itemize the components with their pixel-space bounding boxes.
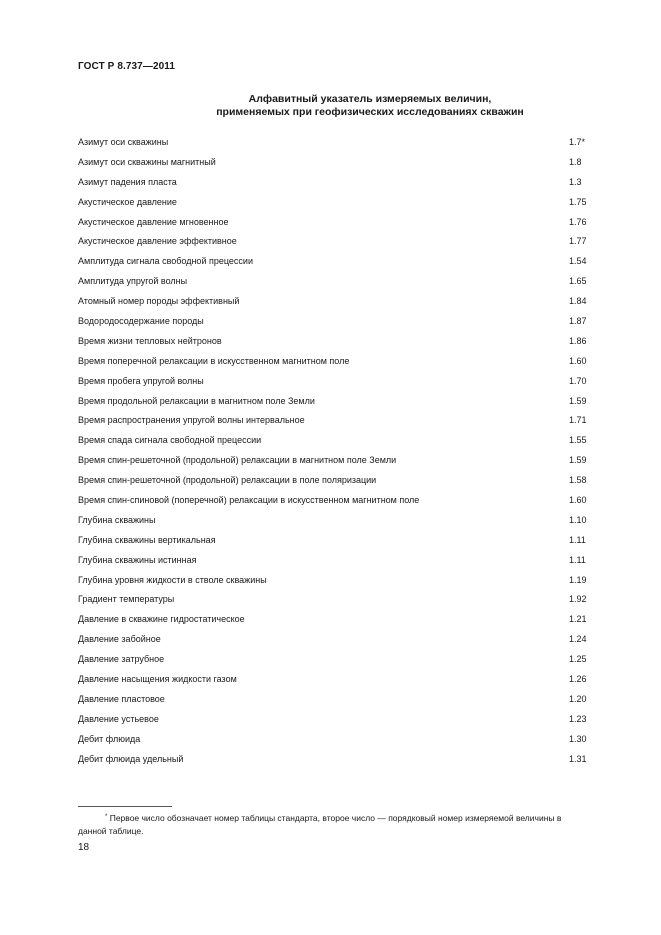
index-entry-reference: 1.60 [569, 495, 587, 506]
index-entry [78, 471, 588, 491]
index-entry-term: Глубина скважины истинная [78, 554, 197, 565]
index-entry [78, 511, 588, 531]
index-entry [78, 730, 588, 750]
index-entry [78, 431, 588, 451]
index-entry [78, 710, 588, 730]
index-entry-term: Время спин-решеточной (продольной) релаксации в поле поляризации [78, 475, 377, 486]
index-entry-reference: 1.65 [569, 276, 587, 287]
footnote-marker: * [105, 814, 108, 820]
index-entry [78, 292, 588, 312]
index-entry-reference: 1.11 [569, 554, 586, 565]
index-entry [78, 411, 588, 431]
index-entry [78, 133, 588, 153]
page-number: 18 [78, 842, 90, 853]
index-entry-reference: 1.58 [569, 475, 587, 486]
index-entry [78, 690, 588, 710]
index-entry-reference: 1.55 [569, 435, 587, 446]
index-entry [78, 312, 588, 332]
index-entry-term: Время распространения упругой волны интервальное [78, 415, 305, 426]
index-entry-term: Время спин-спиновой (поперечной) релаксации в искусственном магнитном поле [78, 495, 420, 506]
index-entry [78, 193, 588, 213]
index-entry [78, 630, 588, 650]
index-entry-reference: 1.70 [569, 375, 587, 386]
index-entry-term: Акустическое давление эффективное [78, 236, 237, 247]
index-entry-term: Время жизни тепловых нейтронов [78, 335, 222, 346]
index-entry-term: Глубина скважины [78, 514, 156, 525]
index-entry-reference: 1.86 [569, 335, 587, 346]
index-entry-reference: 1.75 [569, 196, 587, 207]
index-entry-term: Время спин-решеточной (продольной) релаксации в магнитном поле Земли [78, 455, 397, 466]
index-entry [78, 372, 588, 392]
index-entry [78, 332, 588, 352]
index-entry-term: Глубина скважины вертикальная [78, 534, 216, 545]
index-entry-term: Водородосодержание породы [78, 316, 204, 327]
index-entry-term: Атомный номер породы эффективный [78, 296, 240, 307]
index-entry-reference: 1.71 [569, 415, 587, 426]
index-entry [78, 153, 588, 173]
index-entry [78, 252, 588, 272]
index-entry-reference: 1.20 [569, 693, 587, 704]
index-entry [78, 352, 588, 372]
index-entry [78, 232, 588, 252]
index-entry [78, 173, 588, 193]
index-entry [78, 451, 588, 471]
index-title-line-1: Алфавитный указатель измеряемых величин, [248, 93, 492, 105]
index-entry [78, 272, 588, 292]
index-entry-term: Время пробега упругой волны [78, 375, 204, 386]
index-entry [78, 650, 588, 670]
index-entry-term: Акустическое давление мгновенное [78, 216, 229, 227]
index-entry-reference: 1.21 [569, 614, 587, 625]
index-entry-reference: 1.30 [569, 733, 587, 744]
index-entry [78, 590, 588, 610]
index-entry-reference: 1.7* [569, 137, 586, 147]
index-entry-reference: 1.76 [569, 216, 587, 227]
index-entry [78, 213, 588, 233]
index-entry-reference: 1.3 [569, 176, 582, 187]
index-entry-term: Амплитуда упругой волны [78, 276, 188, 287]
index-entry-term: Акустическое давление [78, 196, 177, 207]
index-entry-term: Время продольной релаксации в магнитном поле Земли [78, 395, 315, 406]
index-entry-term: Азимут оси скважины магнитный [78, 156, 216, 167]
index-entry-reference: 1.24 [569, 634, 587, 645]
index-entry [78, 750, 588, 770]
index-entry-term: Время спада сигнала свободной прецессии [78, 435, 262, 446]
index-entry-term: Дебит флюида удельный [78, 753, 184, 764]
index-entry-reference: 1.60 [569, 355, 587, 366]
index-entry-reference: 1.59 [569, 455, 587, 466]
index-entry-reference: 1.31 [569, 753, 587, 764]
footnote-text: Первое число обозначает номер таблицы стандарта, второе число — порядковый номер измеряемой величины в данной таблице. [78, 813, 562, 836]
index-entry-reference: 1.25 [569, 654, 587, 665]
index-entry-term: Давление забойное [78, 634, 161, 645]
index-entry-reference: 1.19 [569, 574, 587, 585]
index-entry [78, 491, 588, 511]
index-entry-term: Давление насыщения жидкости газом [78, 674, 237, 685]
index-entry-term: Азимут падения пласта [78, 176, 177, 187]
index-entry-reference: 1.23 [569, 713, 587, 724]
index-entry-reference: 1.8 [569, 156, 582, 167]
index-entry-reference: 1.10 [569, 514, 587, 525]
index-entry-reference: 1.77 [569, 236, 587, 247]
index-entry-term: Давление в скважине гидростатическое [78, 614, 245, 625]
footnote-divider [78, 806, 172, 807]
index-title-line-2: применяемых при геофизических исследованиях скважин [216, 106, 524, 118]
index-entry [78, 571, 588, 591]
index-entry-reference: 1.87 [569, 316, 587, 327]
footnote [78, 812, 588, 837]
index-entry-term: Давление устьевое [78, 713, 159, 724]
index-entry [78, 392, 588, 412]
index-entry-reference: 1.84 [569, 296, 587, 307]
index-entry-term: Азимут оси скважины [78, 137, 169, 147]
index-entry-reference: 1.92 [569, 594, 587, 605]
index-entry-term: Дебит флюида [78, 733, 141, 744]
index-entry [78, 610, 588, 630]
alphabetical-index-list [78, 133, 588, 770]
index-entry-term: Давление пластовое [78, 693, 165, 704]
index-entry-term: Амплитуда сигнала свободной прецессии [78, 256, 253, 267]
index-entry-reference: 1.11 [569, 534, 586, 545]
index-entry-reference: 1.26 [569, 674, 587, 685]
index-entry-reference: 1.59 [569, 395, 587, 406]
index-entry [78, 531, 588, 551]
index-entry [78, 551, 588, 571]
index-entry [78, 670, 588, 690]
index-entry-term: Глубина уровня жидкости в стволе скважины [78, 574, 267, 585]
document-standard-code: ГОСТ Р 8.737—2011 [78, 61, 176, 72]
index-entry-reference: 1.54 [569, 256, 587, 267]
index-entry-term: Давление затрубное [78, 654, 165, 665]
index-entry-term: Градиент температуры [78, 594, 175, 605]
index-entry-term: Время поперечной релаксации в искусственном магнитном поле [78, 355, 350, 366]
